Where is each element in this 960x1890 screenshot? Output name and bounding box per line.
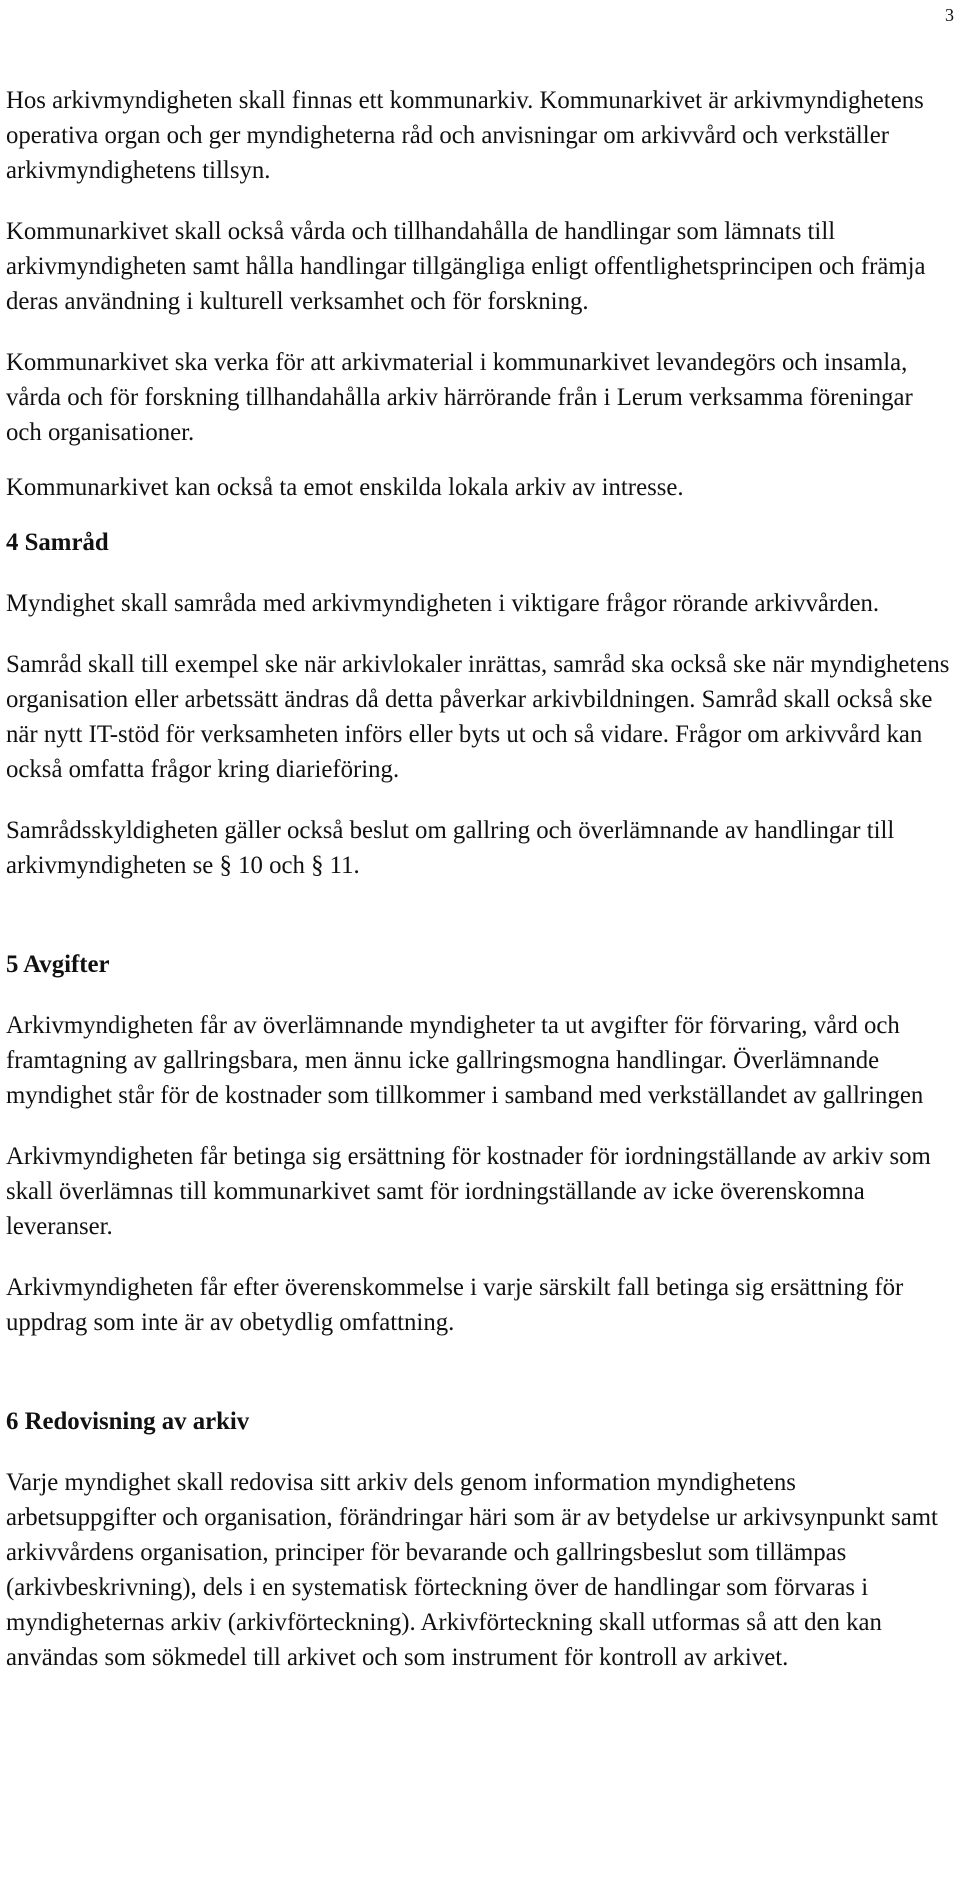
section-heading-redovisning: 6 Redovisning av arkiv xyxy=(6,1408,250,1435)
paragraph-kommunarkiv-intro: Hos arkivmyndigheten skall finnas ett kommunarkiv. Kommunarkivet är arkivmyndighetens operativa organ och ger myndigheterna råd och anvisningar om arkivvård och verkställer arkivmyndighetens tillsyn. xyxy=(6,87,924,184)
paragraph-avgifter-2: Arkivmyndigheten får betinga sig ersättning för kostnader för iordningställande av arkiv som skall överlämnas till kommunarkivet samt för iordningställande av icke överenskomna leveranser. xyxy=(6,1143,931,1240)
section-heading-samrad: 4 Samråd xyxy=(6,529,109,556)
paragraph-redovisning: Varje myndighet skall redovisa sitt arkiv dels genom information myndighetens arbetsuppgifter och organisation, förändringar häri som är av betydelse ur arkivsynpunkt samt arkivvårdens organisation, principer för bevarande och gallringsbeslut som tillämpas (arkivbeskrivning), dels i en systematisk förteckning över de handlingar som förvaras i myndigheternas arkiv (arkivförteckning). Arkivförteckning skall utformas så att den kan användas som sökmedel till arkivet och som instrument för kontroll av arkivet. xyxy=(6,1469,938,1671)
paragraph-avgifter-1: Arkivmyndigheten får av överlämnande myndigheter ta ut avgifter för förvaring, vård och framtagning av gallringsbara, men ännu icke gallringsmogna handlingar. Överlämnande myndighet står för de kostnader som tillkommer i samband med verkställandet av gallringen xyxy=(6,1012,924,1109)
document-body xyxy=(6,83,951,1675)
paragraph-avgifter-3: Arkivmyndigheten får efter överenskommelse i varje särskilt fall betinga sig ersättning för uppdrag som inte är av obetydlig omfattning. xyxy=(6,1274,904,1336)
paragraph-samrad-1: Myndighet skall samråda med arkivmyndigheten i viktigare frågor rörande arkivvården. xyxy=(6,590,880,617)
paragraph-kommunarkiv-private: Kommunarkivet kan också ta emot enskilda lokala arkiv av intresse. xyxy=(6,474,684,501)
paragraph-samrad-2: Samråd skall till exempel ske när arkivlokaler inrättas, samråd ska också ske när myndighetens organisation eller arbetssätt ändras då detta påverkar arkivbildningen. Samråd skall också ske när nytt IT-stöd för verksamheten införs eller byts ut och så vidare. Frågor om arkivvård kan också omfatta frågor kring diarieföring. xyxy=(6,651,950,783)
paragraph-kommunarkiv-collect: Kommunarkivet ska verka för att arkivmaterial i kommunarkivet levandegörs och insamla, vårda och för forskning tillhandahålla arkiv härrörande från i Lerum verksamma föreningar och organisationer. xyxy=(6,349,913,446)
section-heading-avgifter: 5 Avgifter xyxy=(6,951,110,978)
paragraph-samrad-3: Samrådsskyldigheten gäller också beslut om gallring och överlämnande av handlingar till arkivmyndigheten se § 10 och § 11. xyxy=(6,817,895,879)
paragraph-kommunarkiv-duties: Kommunarkivet skall också vårda och tillhandahålla de handlingar som lämnats till arkivmyndigheten samt hålla handlingar tillgängliga enligt offentlighetsprincipen och främja deras användning i kulturell verksamhet och för forskning. xyxy=(6,218,926,315)
page-number: 3 xyxy=(945,5,954,25)
